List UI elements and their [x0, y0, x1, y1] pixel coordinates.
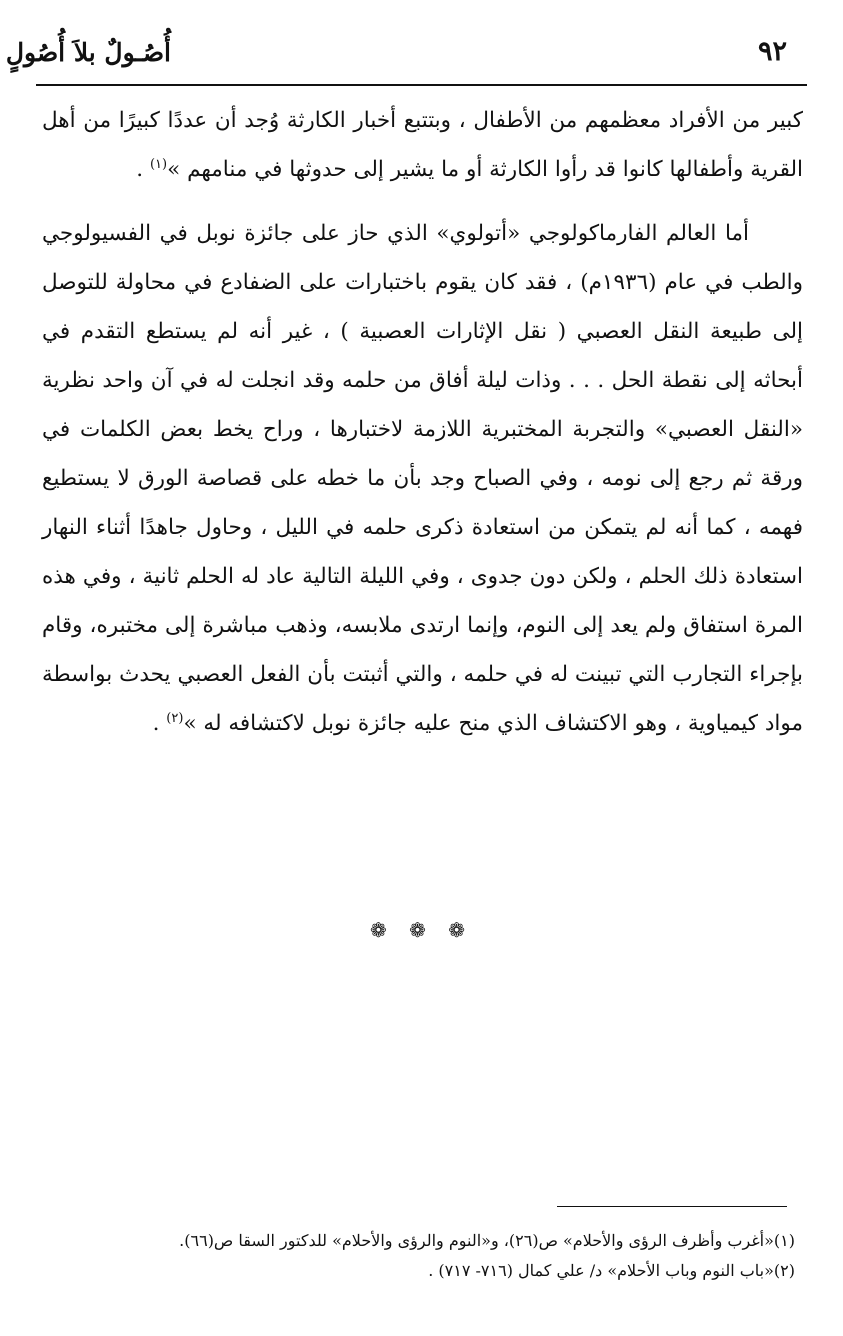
- paragraph-2: [42, 209, 803, 748]
- footnote-ref-2: (٢): [166, 710, 184, 726]
- section-ornament: ❁ ❁ ❁: [370, 918, 473, 942]
- paragraph-1-text: كبير من الأفراد معظمهم من الأطفال ، وبتتبع أخبار الكارثة وُجد أن عددًا كبيرًا من أهل القرية وأطفالها كانوا قد رأوا الكارثة أو ما يشير إلى حدوثها في منامهم »: [42, 108, 803, 182]
- footnote-2: (٢)«باب النوم وباب الأحلام» د/ علي كمال (٧١٦- ٧١٧) .: [428, 1261, 795, 1280]
- body-text: [42, 96, 803, 748]
- page-header: [5, 30, 807, 86]
- paragraph-1-tail: .: [136, 157, 150, 182]
- paragraph-1: [42, 96, 803, 194]
- footnote-rule: [557, 1206, 787, 1207]
- paragraph-2-text: أما العالم الفارماكولوجي «أتولوي» الذي حاز على جائزة نوبل في الفسيولوجي والطب في عام (١٩٣٦م) ، فقد كان يقوم باختبارات على الضفادع في محاولة للتوصل إلى طبيعة النقل العصبي ( نقل الإثارات العصبية ) ، غير أنه لم يستطع التقدم في أبحاثه إلى نقطة الحل . . . وذات ليلة أفاق من حلمه وقد انجلت له في آن واحد نظرية «النقل العصبي» والتجربة المختبرية اللازمة لاختبارها ، وراح يخط بعض الكلمات في ورقة ثم رجع إلى نومه ، وفي الصباح وجد بأن ما خطه على قصاصة الورق لا يستطيع فهمه ، كما أنه لم يتمكن من استعادة ذكرى حلمه في الليل ، وحاول جاهدًا أثناء النهار استعادة ذلك الحلم ، ولكن دون جدوى ، وفي الليلة التالية عاد له الحلم ثانية ، وفي هذه المرة استفاق ولم يعد إلى النوم، وإنما ارتدى ملابسه، وذهب مباشرة إلى مختبره، وقام بإجراء التجارب التي تبينت له في حلمه ، والتي أثبتت بأن الفعل العصبي يحدث بواسطة مواد كيمياوية ، وهو الاكتشاف الذي منح عليه جائزة نوبل لاكتشافه له »: [42, 221, 803, 736]
- page-number: ٩٢: [757, 36, 787, 67]
- header-rule: [36, 84, 807, 86]
- footnote-1: (١)«أغرب وأظرف الرؤى والأحلام» ص(٢٦)، و«النوم والرؤى والأحلام» للدكتور السقا ص(٦٦).: [179, 1231, 795, 1250]
- paragraph-2-tail: .: [152, 711, 167, 736]
- footnotes: [40, 1226, 795, 1286]
- footnote-ref-1: (١): [149, 156, 168, 172]
- running-title: أُصُـولٌ بلاَ أُصُولٍ: [5, 38, 171, 67]
